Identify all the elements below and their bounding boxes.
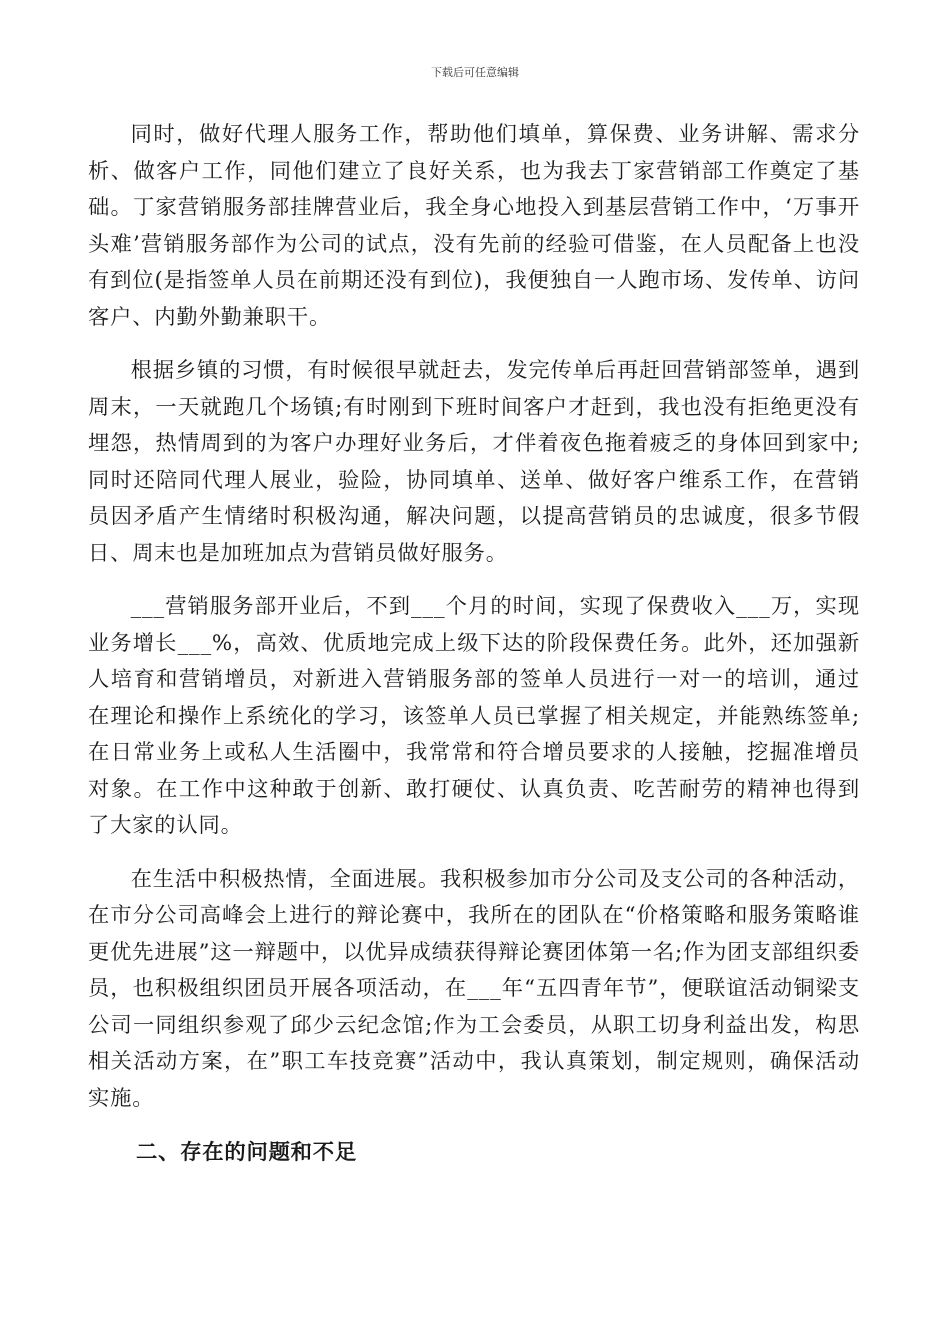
paragraph-agent-service: 同时，做好代理人服务工作，帮助他们填单，算保费、业务讲解、需求分析、做客户工作，同他们建立了良好关系，也为我去丁家营销部工作奠定了基础。丁家营销服务部挂牌营业后，我全身心地投入到基层营销工作中，‘万事开头难’营销服务部作为公司的试点，没有先前的经验可借鉴，在人员配备上也没有到位(是指签单人员在前期还没有到位)，我便独自一人跑市场、发传单、访问客户、内勤外勤兼职干。 bbox=[88, 122, 860, 330]
section-heading: 二、存在的问题和不足 bbox=[136, 1140, 357, 1165]
document-body bbox=[88, 117, 860, 1171]
page-header: 下载后可任意编辑 bbox=[431, 66, 519, 79]
paragraph-township-work: 根据乡镇的习惯，有时候很早就赶去，发完传单后再赶回营销部签单，遇到周末，一天就跑几个场镇;有时刚到下班时间客户才赶到，我也没有拒绝更没有埋怨，热情周到的为客户办理好业务后，才伴着夜色拖着疲乏的身体回到家中;同时还陪同代理人展业，验险，协同填单、送单、做好客户维系工作，在营销员因矛盾产生情绪时积极沟通，解决问题，以提高营销员的忠诚度，很多节假日、周末也是加班加点为营销员做好服务。 bbox=[88, 358, 860, 566]
paragraph-business-growth: ___营销服务部开业后，不到___个月的时间，实现了保费收入___万，实现业务增长___%，高效、优质地完成上级下达的阶段保费任务。此外，还加强新人培育和营销增员，对新进入营销服务部的签单人员进行一对一的培训，通过在理论和操作上系统化的学习，该签单人员已掌握了相关规定，并能熟练签单;在日常业务上或私人生活圈中，我常常和符合增员要求的人接触，挖掘准增员对象。在工作中这种敢于创新、敢打硬仗、认真负责、吃苦耐劳的精神也得到了大家的认同。 bbox=[88, 594, 860, 838]
paragraph-activities: 在生活中积极热情，全面进展。我积极参加市分公司及支公司的各种活动，在市分公司高峰会上进行的辩论赛中，我所在的团队在“价格策略和服务策略谁更优先进展”这一辩题中，以优异成绩获得辩论赛团体第一名;作为团支部组织委员，也积极组织团员开展各项活动，在___年“五四青年节”，便联谊活动铜梁支公司一同组织参观了邱少云纪念馆;作为工会委员，从职工切身利益出发，构思相关活动方案，在”职工车技竞赛”活动中，我认真策划，制定规则，确保活动实施。 bbox=[88, 866, 860, 1111]
